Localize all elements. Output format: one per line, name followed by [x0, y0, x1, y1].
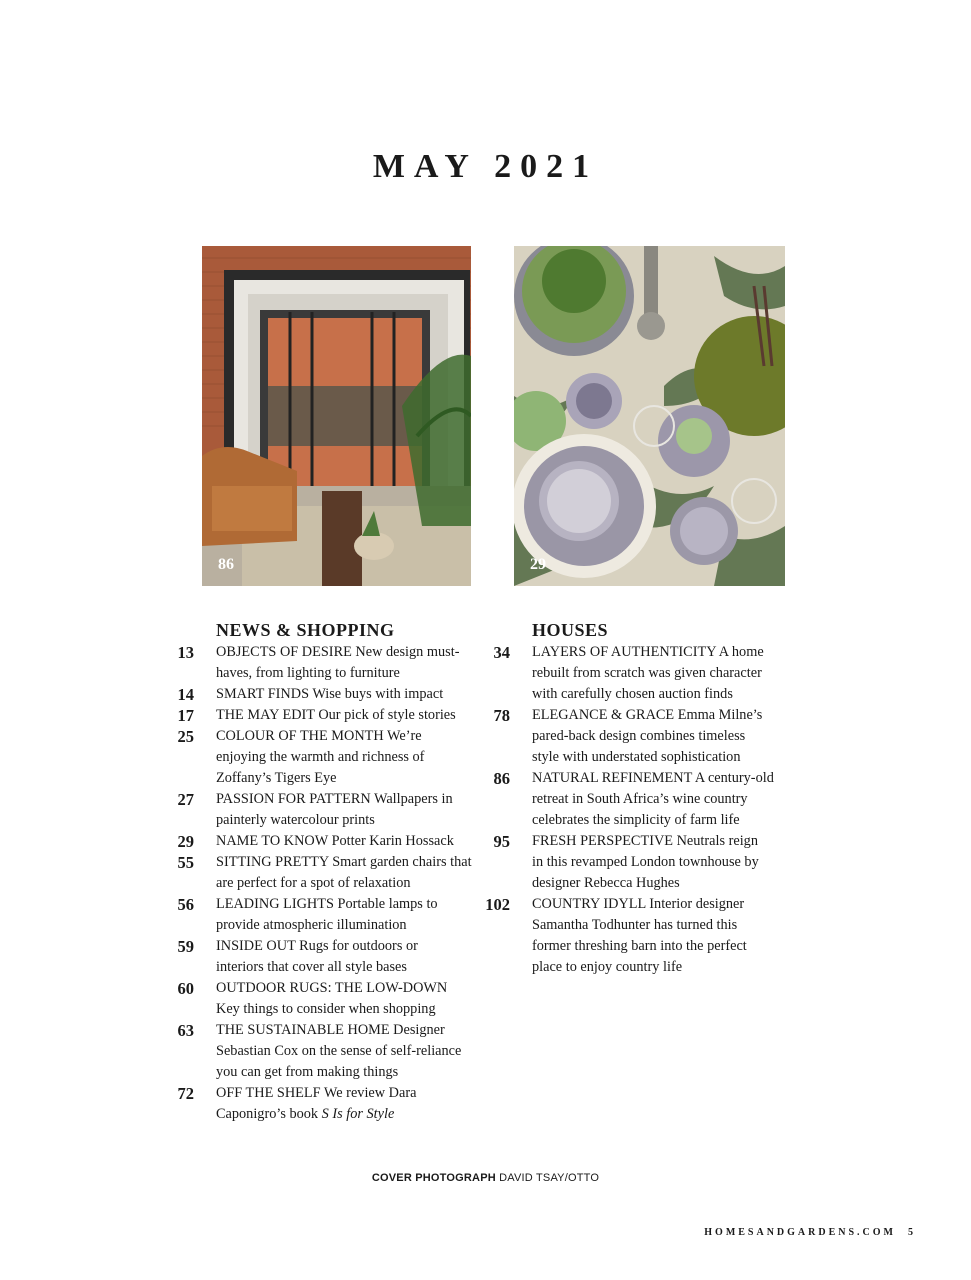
toc-entry-text: LAYERS OF AUTHENTICITY A home rebuilt from scratch was given character with carefully chosen auction finds — [532, 644, 764, 702]
section-heading-houses: HOUSES — [532, 620, 609, 640]
toc-entry-text: NATURAL REFINEMENT A century-old retreat in South Africa’s wine country celebrates the simplicity of farm life — [532, 770, 774, 828]
toc-entry-text: OBJECTS OF DESIRE New design must-haves, from lighting to furniture — [216, 644, 460, 681]
site-url[interactable]: HOMESANDGARDENS.COM — [704, 1227, 896, 1238]
toc-entry[interactable] — [177, 1083, 451, 1125]
toc-entry-text: THE SUSTAINABLE HOME Designer Sebastian Cox on the sense of self-reliance you can get from making things — [216, 1022, 462, 1080]
interior-photo[interactable] — [202, 246, 471, 586]
toc-entry-text: THE MAY EDIT Our pick of style stories — [216, 707, 456, 723]
page-title: MAY 2021 — [372, 148, 599, 185]
cover-credit-name: DAVID TSAY/OTTO — [499, 1172, 600, 1184]
toc-page-number: 72 — [177, 1084, 194, 1103]
toc-entry-text: COLOUR OF THE MONTH We’re enjoying the warmth and richness of Zoffany’s Tigers Eye — [216, 728, 425, 786]
toc-page-number: 55 — [177, 853, 194, 872]
toc-entry-text: FRESH PERSPECTIVE Neutrals reign in this revamped London townhouse by designer Rebecca Hughes — [532, 833, 759, 891]
toc-page-number: 86 — [493, 769, 510, 788]
toc-entry[interactable] — [177, 894, 466, 936]
book-title: S Is for Style — [321, 1106, 395, 1122]
cover-credit — [0, 1172, 971, 1184]
toc-page-number: 27 — [177, 790, 194, 809]
toc-page-number: 95 — [493, 832, 510, 851]
page-number: 5 — [908, 1227, 916, 1238]
toc-entry-text: SMART FINDS Wise buys with impact — [216, 686, 444, 702]
toc-entry[interactable] — [493, 831, 772, 894]
toc-entry[interactable] — [177, 936, 451, 978]
page-footer — [704, 1227, 916, 1238]
toc-entry[interactable] — [177, 684, 474, 705]
toc-entry-text: PASSION FOR PATTERN Wallpapers in painterly watercolour prints — [216, 791, 453, 828]
toc-page-number: 13 — [177, 643, 194, 662]
toc-entry[interactable] — [177, 726, 456, 789]
toc-entry-text: SITTING PRETTY Smart garden chairs that are perfect for a spot of relaxation — [216, 854, 472, 891]
toc-page-number: 60 — [177, 979, 194, 998]
toc-entry[interactable] — [485, 894, 772, 978]
image-page-number: 86 — [218, 556, 234, 573]
toc-page-number: 17 — [177, 706, 194, 725]
toc-page-number: 14 — [177, 685, 194, 704]
tableware-photo-illustration — [514, 246, 785, 586]
toc-entry-text: INSIDE OUT Rugs for outdoors or interiors that cover all style bases — [216, 938, 418, 975]
toc-entry[interactable] — [177, 642, 474, 684]
toc-page-number: 63 — [177, 1021, 194, 1040]
section-heading-news-shopping: NEWS & SHOPPING — [216, 620, 395, 640]
toc-entry[interactable] — [177, 852, 478, 894]
toc-entry-text: NAME TO KNOW Potter Karin Hossack — [216, 833, 454, 849]
toc-entry[interactable] — [177, 789, 474, 831]
toc-entry[interactable] — [177, 1020, 468, 1083]
image-page-number: 29 — [530, 556, 546, 573]
toc-entry-text: ELEGANCE & GRACE Emma Milne’s pared-back design combines timeless style with understated sophistication — [532, 707, 763, 765]
toc-entry-text: COUNTRY IDYLL Interior designer Samantha Todhunter has turned this former threshing barn into the perfect place to enjoy country life — [532, 896, 747, 975]
cover-credit-label: COVER PHOTOGRAPH — [371, 1172, 496, 1184]
toc-page-number: 56 — [177, 895, 194, 914]
toc-entry[interactable] — [493, 642, 782, 705]
toc-entry[interactable] — [177, 831, 478, 852]
toc-entry-text-main: OFF THE SHELF We review Dara Caponigro’s book — [216, 1085, 417, 1122]
toc-entry[interactable] — [177, 978, 466, 1020]
toc-page-number: 102 — [485, 895, 510, 914]
toc-entry-text: OUTDOOR RUGS: THE LOW-DOWN Key things to consider when shopping — [216, 980, 448, 1017]
toc-page-number: 59 — [177, 937, 194, 956]
toc-page-number: 78 — [493, 706, 510, 725]
toc-entry[interactable] — [493, 705, 772, 768]
tableware-photo[interactable] — [514, 246, 785, 586]
toc-page-number: 34 — [493, 643, 510, 662]
toc-page-number: 29 — [177, 832, 194, 851]
toc-entry[interactable] — [177, 705, 474, 726]
interior-photo-illustration — [202, 246, 471, 586]
toc-entry[interactable] — [493, 768, 787, 831]
toc-page-number: 25 — [177, 727, 194, 746]
toc-entry-text — [216, 1083, 451, 1125]
toc-entry-text: LEADING LIGHTS Portable lamps to provide atmospheric illumination — [216, 896, 438, 933]
